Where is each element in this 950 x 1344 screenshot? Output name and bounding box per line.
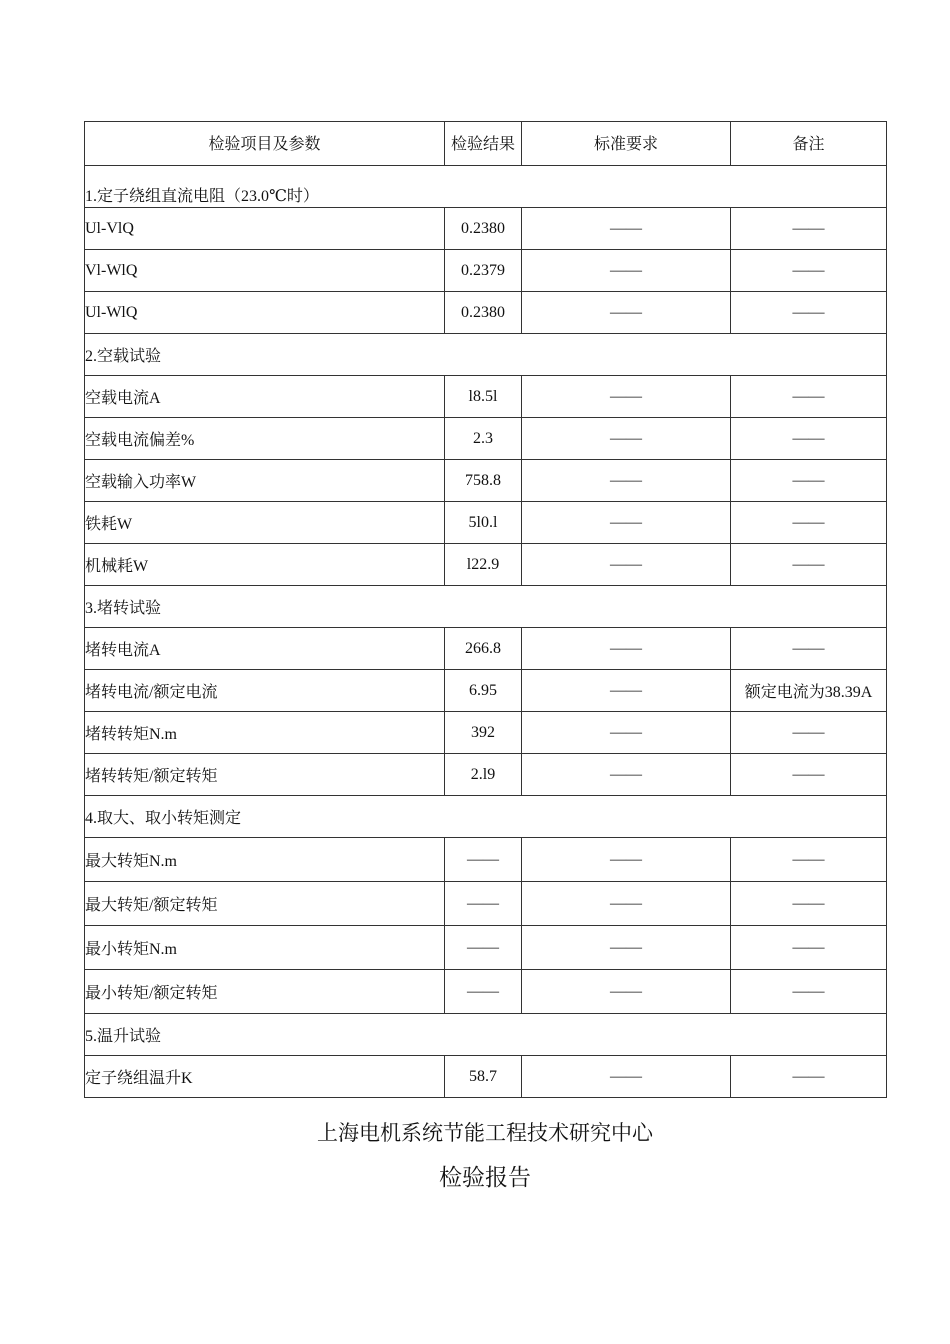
row-note: —— bbox=[731, 250, 887, 292]
row-standard: —— bbox=[522, 670, 731, 712]
row-note: —— bbox=[731, 970, 887, 1014]
row-note: —— bbox=[731, 544, 887, 586]
table-row bbox=[85, 670, 887, 712]
table-row bbox=[85, 926, 887, 970]
table-row bbox=[85, 970, 887, 1014]
row-standard: —— bbox=[522, 628, 731, 670]
row-result: l8.5l bbox=[445, 376, 522, 418]
section-title: 5.温升试验 bbox=[85, 1014, 887, 1056]
row-item: 堵转转矩N.m bbox=[85, 712, 445, 754]
header-note: 备注 bbox=[731, 122, 887, 166]
table-row bbox=[85, 628, 887, 670]
row-item: 空载电流A bbox=[85, 376, 445, 418]
row-item: Ul-VlQ bbox=[85, 208, 445, 250]
table-row bbox=[85, 1056, 887, 1098]
header-result: 检验结果 bbox=[445, 122, 522, 166]
row-item: 堵转转矩/额定转矩 bbox=[85, 754, 445, 796]
row-result: 5l0.l bbox=[445, 502, 522, 544]
row-standard: —— bbox=[522, 502, 731, 544]
row-item: 定子绕组温升K bbox=[85, 1056, 445, 1098]
table-row bbox=[85, 754, 887, 796]
row-note: —— bbox=[731, 418, 887, 460]
row-result: 58.7 bbox=[445, 1056, 522, 1098]
table-row bbox=[85, 376, 887, 418]
row-note: —— bbox=[731, 376, 887, 418]
table-row bbox=[85, 292, 887, 334]
row-standard: —— bbox=[522, 460, 731, 502]
row-note: —— bbox=[731, 712, 887, 754]
row-result: 2.3 bbox=[445, 418, 522, 460]
row-note: —— bbox=[731, 926, 887, 970]
row-item: 堵转电流/额定电流 bbox=[85, 670, 445, 712]
table-row bbox=[85, 838, 887, 882]
row-item: 空载电流偏差% bbox=[85, 418, 445, 460]
row-standard: —— bbox=[522, 926, 731, 970]
section-title: 2.空载试验 bbox=[85, 334, 887, 376]
section-title: 3.堵转试验 bbox=[85, 586, 887, 628]
row-standard: —— bbox=[522, 882, 731, 926]
row-note: —— bbox=[731, 460, 887, 502]
organization-name: 上海电机系统节能工程技术研究中心 bbox=[317, 1121, 653, 1145]
row-item: 最大转矩N.m bbox=[85, 838, 445, 882]
row-result: 758.8 bbox=[445, 460, 522, 502]
table-row bbox=[85, 882, 887, 926]
row-note: —— bbox=[731, 292, 887, 334]
row-item: 最小转矩N.m bbox=[85, 926, 445, 970]
section-title: 1.定子绕组直流电阻（23.0℃时） bbox=[85, 166, 887, 208]
row-note: 额定电流为38.39A bbox=[731, 670, 887, 712]
row-result: —— bbox=[445, 838, 522, 882]
row-standard: —— bbox=[522, 292, 731, 334]
row-standard: —— bbox=[522, 376, 731, 418]
report-title: 检验报告 bbox=[439, 1165, 531, 1191]
row-result: 0.2380 bbox=[445, 292, 522, 334]
row-standard: —— bbox=[522, 712, 731, 754]
table-row bbox=[85, 544, 887, 586]
row-note: —— bbox=[731, 208, 887, 250]
table-row bbox=[85, 460, 887, 502]
row-note: —— bbox=[731, 754, 887, 796]
row-result: —— bbox=[445, 926, 522, 970]
table-body bbox=[85, 166, 887, 1098]
row-item: Ul-WlQ bbox=[85, 292, 445, 334]
row-note: —— bbox=[731, 1056, 887, 1098]
table-row bbox=[85, 712, 887, 754]
row-item: Vl-WlQ bbox=[85, 250, 445, 292]
table-row bbox=[85, 418, 887, 460]
row-standard: —— bbox=[522, 250, 731, 292]
row-note: —— bbox=[731, 838, 887, 882]
row-note: —— bbox=[731, 502, 887, 544]
row-result: —— bbox=[445, 970, 522, 1014]
row-result: 392 bbox=[445, 712, 522, 754]
row-standard: —— bbox=[522, 970, 731, 1014]
section-title: 4.取大、取小转矩测定 bbox=[85, 796, 887, 838]
header-standard: 标准要求 bbox=[522, 122, 731, 166]
row-item: 堵转电流A bbox=[85, 628, 445, 670]
row-standard: —— bbox=[522, 838, 731, 882]
row-result: 6.95 bbox=[445, 670, 522, 712]
table-row bbox=[85, 208, 887, 250]
row-standard: —— bbox=[522, 754, 731, 796]
table-row bbox=[85, 502, 887, 544]
row-result: 266.8 bbox=[445, 628, 522, 670]
table-row bbox=[85, 250, 887, 292]
row-item: 机械耗W bbox=[85, 544, 445, 586]
row-result: —— bbox=[445, 882, 522, 926]
row-item: 最大转矩/额定转矩 bbox=[85, 882, 445, 926]
row-result: 0.2379 bbox=[445, 250, 522, 292]
row-note: —— bbox=[731, 882, 887, 926]
inspection-table bbox=[84, 121, 887, 1098]
row-standard: —— bbox=[522, 544, 731, 586]
row-item: 最小转矩/额定转矩 bbox=[85, 970, 445, 1014]
header-item: 检验项目及参数 bbox=[85, 122, 445, 166]
row-item: 空载输入功率W bbox=[85, 460, 445, 502]
row-standard: —— bbox=[522, 1056, 731, 1098]
row-standard: —— bbox=[522, 418, 731, 460]
row-standard: —— bbox=[522, 208, 731, 250]
row-item: 铁耗W bbox=[85, 502, 445, 544]
row-result: l22.9 bbox=[445, 544, 522, 586]
row-note: —— bbox=[731, 628, 887, 670]
row-result: 2.l9 bbox=[445, 754, 522, 796]
row-result: 0.2380 bbox=[445, 208, 522, 250]
